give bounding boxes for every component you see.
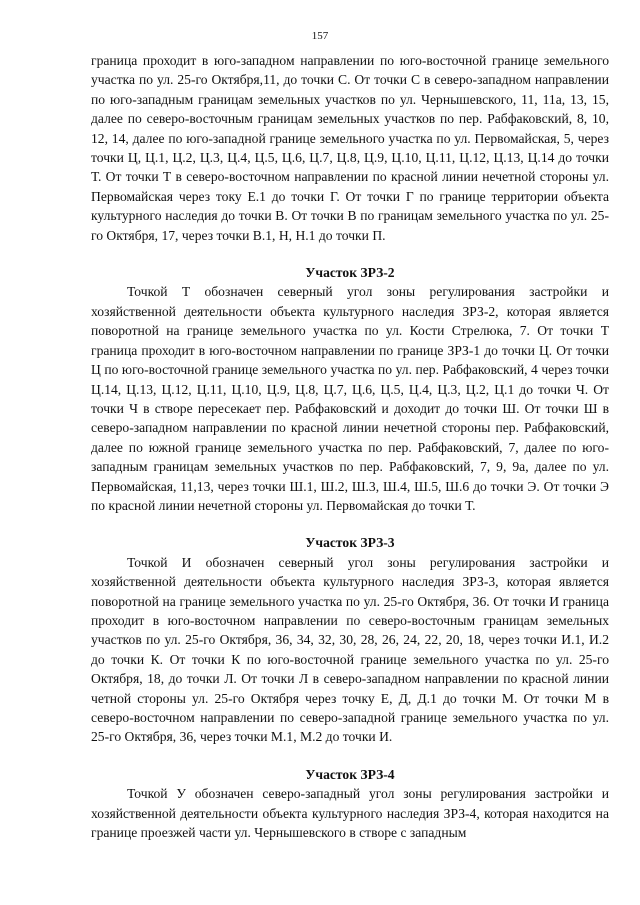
- paragraph-zrz4: Точкой У обозначен северо-западный угол зоны регулирования застройки и хозяйственной деятельности объекта культурного наследия ЗРЗ-4, которая находится на границе проезжей части ул. Чернышевского в створе с западным: [91, 786, 609, 841]
- paragraph-zrz2: Точкой Т обозначен северный угол зоны регулирования застройки и хозяйственной деятельности объекта культурного наследия ЗРЗ-2, которая является поворотной на границе земельного участка по ул. Кости Стрелюка, 7. От точки Т граница проходит в юго-восточном направлении по границе ЗРЗ-1 до точки Ц. От точки Ц по юго-восточной границе земельного участка по ул. пер. Рабфаковский, 4 через точки Ц.14, Ц.13, Ц.12, Ц.11, Ц.10, Ц.9, Ц.8, Ц.7, Ц.6, Ц.5, Ц.4, Ц.3, Ц.2, Ц.1 до точки Ч. От точки Ч в створе пересекает пер. Рабфаковский и доходит до точки Ш. От точки Ш в северо-западном направлении по красной линии нечетной стороны пер. Рабфаковский, далее по южной границе земельного участка по пер. Рабфаковский, 7, далее по юго-западным границам земельных участков по пер. Рабфаковский, 7, 9, 9а, далее по ул. Первомайская, 11,13, через точки Ш.1, Ш.2, Ш.3, Ш.4, Ш.5, Ш.6 до точки Э. От точки Э по красной линии нечетной стороны ул. Первомайская до точки Т.: [91, 284, 609, 513]
- paragraph-zrz1-continuation: граница проходит в юго-западном направлении по юго-восточной границе земельного участка по ул. 25-го Октября,11, до точки С. От точки С в северо-западном направлении по юго-западным границам земельных участков по ул. Чернышевского, 11, 11а, 13, 15, далее по северо-восточным границам земельных участков по пер. Рабфаковский, 8, 10, 12, 14, далее по юго-западной границе земельного участка по ул. Первомайская, 5, через точки Ц, Ц.1, Ц.2, Ц.3, Ц.4, Ц.5, Ц.6, Ц.7, Ц.8, Ц.9, Ц.10, Ц.11, Ц.12, Ц.13, Ц.14 до точки Т. От точки Т в северо-восточном направлении по красной линии нечетной стороны ул. Первомайская через току Е.1 до точки Г. От точки Г по границе территории объекта культурного наследия до точки В. От точки В по границам земельного участка по ул. 25-го Октября, 17, через точки В.1, Н, Н.1 до точки П.: [91, 53, 609, 243]
- section-heading-zrz4: Участок ЗРЗ-4: [305, 766, 395, 782]
- document-body: [91, 51, 609, 842]
- page-number: 157: [311, 30, 329, 42]
- section-heading-zrz2: Участок ЗРЗ-2: [305, 265, 395, 281]
- paragraph-zrz3: Точкой И обозначен северный угол зоны регулирования застройки и хозяйственной деятельности объекта культурного наследия ЗРЗ-3, которая является поворотной на границе земельного участка по ул. 25-го Октября, 36. От точки И граница проходит в юго-восточном направлении по северо-восточным границам земельных участков по ул. 25-го Октября, 36, 34, 32, 30, 28, 26, 24, 22, 20, 18, через точки И.1, И.2 до точки К. От точки К по юго-восточной границе земельного участка по ул. 25-го Октября, 18, до точки Л. От точки Л в северо-западном направлении по красной линии четной стороны ул. 25-го Октября через точку Е, Д, Д.1 до точки М. От точки М в северо-восточном направлении по северо-западной границе земельного участка по ул. 25-го Октября, 36, через точки М.1, М.2 до точки И.: [91, 554, 609, 745]
- section-heading-zrz3: Участок ЗРЗ-3: [305, 535, 395, 551]
